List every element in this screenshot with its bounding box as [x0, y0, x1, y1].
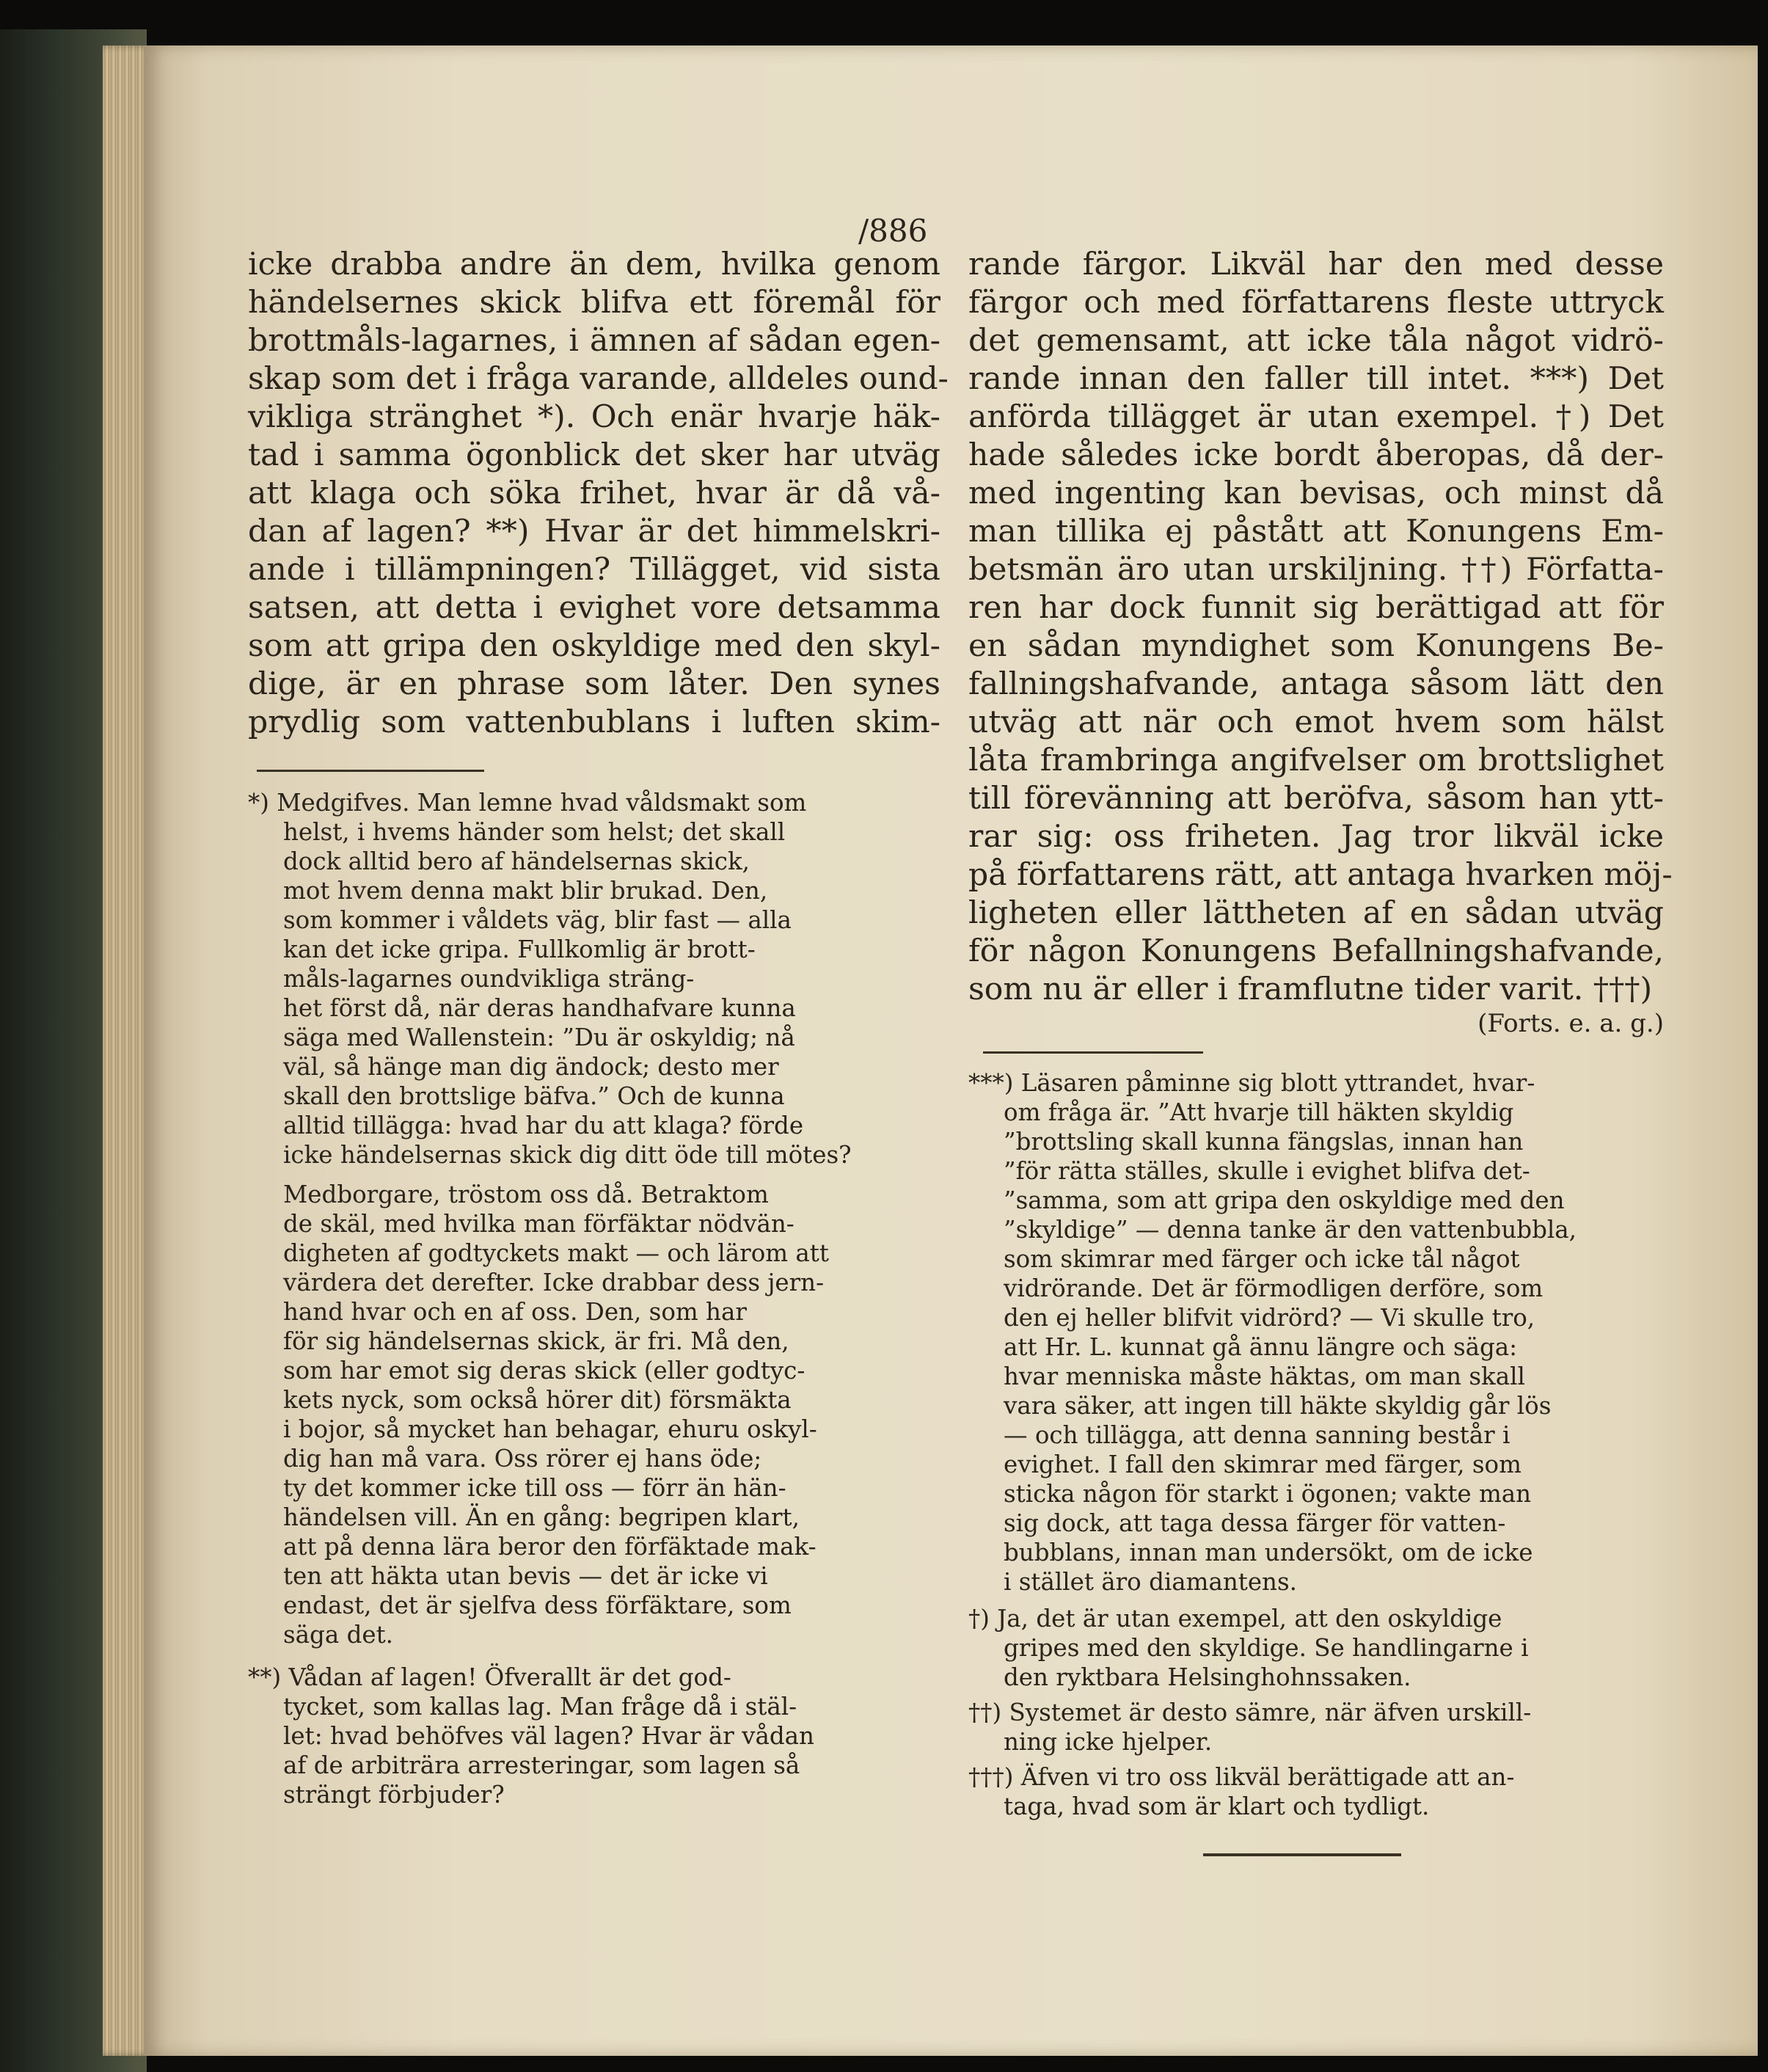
- footnote-4: [968, 1604, 1664, 1692]
- note-line: den ej heller blifvit vidrörd? — Vi skulle tro,: [1004, 1304, 1535, 1332]
- note-line: evighet. I fall den skimrar med färger, som: [1004, 1451, 1522, 1478]
- text-line: för någon Konungens Befallningshafvande,: [968, 933, 1664, 969]
- note-line: ten att häkta utan bevis — det är icke vi: [283, 1562, 768, 1590]
- note-line: let: hvad behöfves väl lagen? Hvar är vådan: [283, 1722, 814, 1750]
- text-line: rande innan den faller till intet. ***) Det: [968, 361, 1664, 397]
- text-line: anförda tillägget är utan exempel. †) Det: [968, 399, 1664, 435]
- footnote-1: [248, 788, 940, 1170]
- text-line: dige, är en phrase som låter. Den synes: [248, 666, 940, 702]
- text-line: hade således icke bordt åberopas, då der-: [968, 437, 1664, 473]
- note-line: kan det icke gripa. Fullkomlig är brott-: [283, 935, 756, 963]
- footnote-1-continued: [248, 1180, 940, 1649]
- note-line: kets nyck, som också hörer dit) försmäkta: [283, 1386, 792, 1414]
- right-column: [968, 246, 1673, 1856]
- text-line: ande i tillämpningen? Tillägget, vid sista: [248, 552, 940, 588]
- note-line: ”brottsling skall kunna fängslas, innan han: [1004, 1128, 1524, 1156]
- footnote-rule: [257, 770, 484, 772]
- text-line: det gemensamt, att icke tåla något vidrö-: [968, 323, 1664, 359]
- note-line: Medborgare, tröstom oss då. Betraktom: [283, 1181, 769, 1208]
- note-line: ††) Systemet är desto sämre, när äfven urskill-: [968, 1699, 1532, 1726]
- text-line: satsen, att detta i evighet vore detsamma: [248, 590, 940, 626]
- note-line: säga det.: [283, 1621, 393, 1649]
- note-line: tycket, som kallas lag. Man fråge då i stäl-: [283, 1693, 797, 1721]
- text-line: fallningshafvande, antaga såsom lätt den: [968, 666, 1664, 702]
- text-line: utväg att när och emot hvem som hälst: [968, 704, 1664, 740]
- note-line: sig dock, att taga dessa färger för vatten-: [1004, 1509, 1506, 1537]
- note-line: värdera det derefter. Icke drabbar dess jern-: [283, 1269, 825, 1296]
- left-body-text: [248, 246, 949, 742]
- note-line: ning icke hjelper.: [1004, 1728, 1213, 1756]
- note-line: ”för rätta ställes, skulle i evighet blifva det-: [1004, 1157, 1530, 1185]
- note-line: de skäl, med hvilka man förfäktar nödvän-: [283, 1210, 794, 1238]
- note-line: het först då, när deras handhafvare kunna: [283, 994, 796, 1022]
- continuation-note: (Forts. e. a. g.): [1477, 1009, 1664, 1038]
- text-line: färgor och med författarens fleste uttryck: [968, 285, 1664, 321]
- text-line: icke drabba andre än dem, hvilka genom: [248, 247, 940, 282]
- text-line: dan af lagen? **) Hvar är det himmelskri-: [248, 514, 940, 550]
- text-line: som att gripa den oskyldige med den skyl-: [248, 628, 940, 664]
- note-line: hvar menniska måste häktas, om man skall: [1004, 1363, 1525, 1390]
- note-line: dock alltid bero af händelsernas skick,: [283, 847, 750, 875]
- text-line: rar sig: oss friheten. Jag tror likväl icke: [968, 819, 1664, 855]
- note-line: mot hvem denna makt blir brukad. Den,: [283, 877, 768, 905]
- note-line: som kommer i våldets väg, blir fast — alla: [283, 906, 792, 934]
- footnote-3: [968, 1068, 1664, 1597]
- footnote-6: [968, 1762, 1664, 1821]
- note-line: som skimrar med färger och icke tål något: [1004, 1245, 1520, 1273]
- page-number: /886: [858, 213, 928, 249]
- note-line: i bojor, så mycket han behagar, ehuru oskyl-: [283, 1415, 817, 1443]
- note-line: den ryktbara Helsinghohnssaken.: [1004, 1663, 1411, 1691]
- footnote-rule: [983, 1051, 1203, 1054]
- text-line: ren har dock funnit sig berättigad att för: [968, 590, 1664, 626]
- text-line: en sådan myndighet som Konungens Be-: [968, 628, 1664, 664]
- note-line: icke händelsernas skick dig ditt öde till mötes?: [283, 1141, 852, 1169]
- note-line: vara säker, att ingen till häkte skyldig går lös: [1004, 1392, 1552, 1420]
- left-column: [248, 246, 949, 1809]
- note-line: ”skyldige” — denna tanke är den vattenbubbla,: [1004, 1216, 1577, 1244]
- note-line: om fråga är. ”Att hvarje till häkten skyldig: [1004, 1098, 1514, 1126]
- note-line: — och tillägga, att denna sanning består i: [1004, 1421, 1511, 1449]
- note-line: endast, det är sjelfva dess förfäktare, som: [283, 1591, 792, 1619]
- text-line: skap som det i fråga varande, alldeles ound-: [248, 361, 949, 397]
- note-line: bubblans, innan man undersökt, om de icke: [1004, 1539, 1533, 1566]
- note-line: digheten af godtyckets makt — och lärom att: [283, 1239, 829, 1267]
- text-line: på författarens rätt, att antaga hvarken möj-: [968, 857, 1673, 893]
- note-line: gripes med den skyldige. Se handlingarne i: [1004, 1634, 1529, 1662]
- note-line: måls-lagarnes oundvikliga sträng-: [283, 965, 695, 993]
- closing-rule: [1203, 1853, 1401, 1856]
- note-line: taga, hvad som är klart och tydligt.: [1004, 1792, 1430, 1820]
- text-line: till förevänning att beröfva, såsom han ytt-: [968, 781, 1664, 817]
- note-line: säga med Wallenstein: ”Du är oskyldig; nå: [283, 1024, 795, 1051]
- text-line: händelsernes skick blifva ett föremål för: [248, 285, 940, 321]
- text-line: ligheten eller lättheten af en sådan utväg: [968, 895, 1664, 931]
- note-line: i stället äro diamantens.: [1004, 1568, 1297, 1596]
- note-line: som har emot sig deras skick (eller godtyc-: [283, 1357, 806, 1385]
- note-line: **) Vådan af lagen! Öfverallt är det god-: [248, 1663, 731, 1691]
- note-line: dig han må vara. Oss rörer ej hans öde;: [283, 1445, 762, 1473]
- note-line: *) Medgifves. Man lemne hvad våldsmakt som: [248, 789, 807, 817]
- text-line: rande färgor. Likväl har den med desse: [968, 247, 1664, 282]
- note-line: att på denna lära beror den förfäktade mak-: [283, 1533, 817, 1561]
- note-line: väl, så hänge man dig ändock; desto mer: [283, 1053, 779, 1081]
- note-line: ”samma, som att gripa den oskyldige med den: [1004, 1186, 1565, 1214]
- text-line: låta frambringa angifvelser om brottslighet: [968, 743, 1664, 778]
- note-line: för sig händelsernas skick, är fri. Må den,: [283, 1327, 789, 1355]
- note-line: strängt förbjuder?: [283, 1781, 505, 1809]
- note-line: helst, i hvems händer som helst; det skall: [283, 818, 786, 846]
- note-line: händelsen vill. Än en gång: begripen klart,: [283, 1503, 800, 1531]
- note-line: †††) Äfven vi tro oss likväl berättigade att an-: [968, 1763, 1515, 1791]
- note-line: skall den brottslige bäfva.” Och de kunna: [283, 1082, 785, 1110]
- note-line: ty det kommer icke till oss — förr än hän-: [283, 1474, 786, 1502]
- note-line: †) Ja, det är utan exempel, att den oskyldige: [968, 1605, 1502, 1633]
- note-line: af de arbiträra arresteringar, som lagen så: [283, 1751, 800, 1779]
- text-line: vikliga stränghet *). Och enär hvarje häk-: [248, 399, 940, 435]
- text-line: tad i samma ögonblick det sker har utväg: [248, 437, 940, 473]
- note-line: vidrörande. Det är förmodligen derföre, som: [1004, 1274, 1544, 1302]
- text-line: brottmåls-lagarnes, i ämnen af sådan egen-: [248, 323, 940, 359]
- right-body-text: [968, 246, 1673, 1009]
- text-line: man tillika ej påstått att Konungens Em-: [968, 514, 1664, 550]
- note-line: ***) Läsaren påminne sig blott yttrandet, hvar-: [968, 1069, 1535, 1097]
- text-line: prydlig som vattenbublans i luften skim-: [248, 704, 940, 740]
- footnote-5: [968, 1698, 1664, 1757]
- footnote-2: [248, 1663, 940, 1809]
- text-line: som nu är eller i framflutne tider varit. †††): [968, 971, 1653, 1007]
- note-line: att Hr. L. kunnat gå ännu längre och säga:: [1004, 1333, 1518, 1361]
- note-line: sticka någon för starkt i ögonen; vakte man: [1004, 1480, 1532, 1508]
- text-line: att klaga och söka frihet, hvar är då vå-: [248, 475, 940, 511]
- note-line: hand hvar och en af oss. Den, som har: [283, 1298, 747, 1326]
- note-line: alltid tillägga: hvad har du att klaga? förde: [283, 1112, 804, 1139]
- text-line: betsmän äro utan urskiljning. ††) Författa-: [968, 552, 1664, 588]
- text-line: med ingenting kan bevisas, och minst då: [968, 475, 1664, 511]
